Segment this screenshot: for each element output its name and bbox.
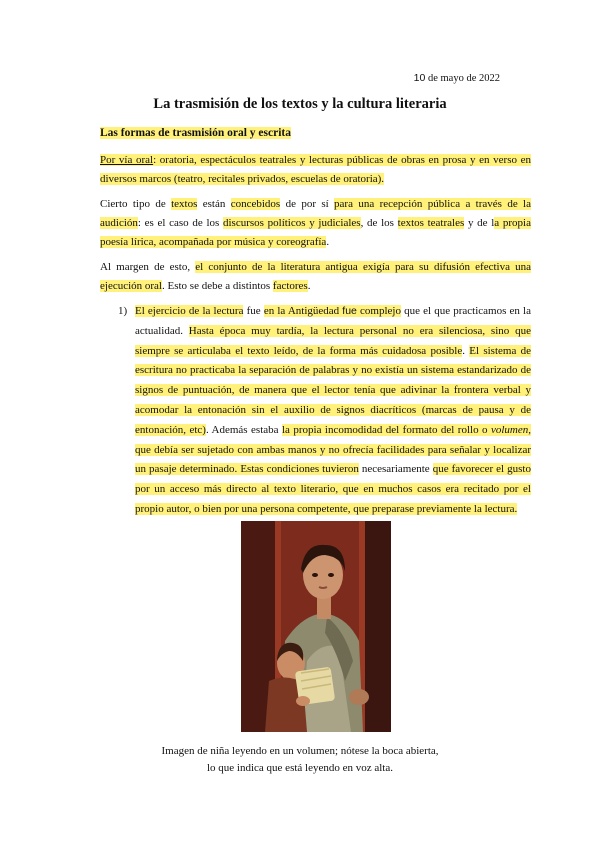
text-span: : es el caso de los <box>137 217 223 229</box>
highlight-span: concebidos <box>230 198 281 210</box>
text-span: , que debía ser sujetado con ambas manos y no ofrecía facilidades para señalar y localizar un pasaje determinado. Estas condiciones tuvieron <box>135 423 531 476</box>
document-title: La trasmisión de los textos y la cultura literaria <box>153 96 447 112</box>
section-heading <box>100 127 291 139</box>
text-span: Cierto tipo de <box>100 198 172 210</box>
text-span: fue <box>243 305 264 317</box>
highlight-span: para una recepción pública a través de la audición <box>100 198 531 229</box>
caption-line-2: lo que indica que está leyendo en voz alta. <box>206 762 393 774</box>
text-span: la propia incomodidad del formato del rollo o <box>281 423 491 436</box>
highlight-span <box>264 305 401 317</box>
text-span: complejo <box>356 305 401 317</box>
text-span: y de l <box>464 217 495 229</box>
figure-caption <box>0 743 600 777</box>
highlight-span: discursos políticos y judiciales <box>223 217 361 229</box>
fresco-image <box>241 521 391 732</box>
text-span: que el que practicamos en la actualidad. <box>135 305 531 337</box>
section-heading-text: Las formas de trasmisión oral y escrita <box>100 127 291 139</box>
text-span: . Además estaba <box>205 423 282 436</box>
highlight-span: el conjunto de la literatura antigua exigía para su difusión efectiva una ejecución oral <box>100 261 531 292</box>
list-item-number: 1) <box>118 305 128 317</box>
highlight-span: Hasta época muy tardía, la lectura personal no era silenciosa, sino que siempre se articulaba el texto leído, de la forma más cuidadosa posible <box>135 324 531 357</box>
oral-label: Por vía oral <box>100 154 154 166</box>
text-span: . Esto se debe a distintos <box>162 280 273 292</box>
text-span: están <box>197 198 231 210</box>
paragraph-texts <box>100 195 531 252</box>
paragraph-oral <box>100 151 531 189</box>
document-date <box>414 72 500 84</box>
text-span: fue <box>342 305 357 317</box>
fresco-painting-icon <box>241 521 391 732</box>
text-span: . <box>462 344 470 357</box>
text-span: Al margen de esto, <box>100 261 196 273</box>
text-span: de por sí <box>280 198 335 210</box>
paragraph-margin <box>100 258 531 296</box>
highlight-span: El ejercicio de la lectura <box>135 305 244 317</box>
text-span: en la Antigüedad <box>263 305 343 317</box>
oral-text: : oratoria, espectáculos teatrales y lecturas públicas de obras en prosa y en verso en diversos marcos (teatro, recitales privados, escuelas de oratoria). <box>100 154 532 185</box>
highlight-span: textos <box>171 198 198 210</box>
highlight-span: que favorecer el gusto por un acceso más directo al texto literario, que en muchos casos era recitado por el propio autor, o bien por una persona competente, que preparase previamente la lectura. <box>135 463 531 515</box>
highlight-span: textos teatrales <box>397 217 465 229</box>
caption-line-1: Imagen de niña leyendo en un volumen; nótese la boca abierta, <box>161 745 439 757</box>
text-span: . <box>307 280 311 292</box>
date-rest: de mayo de 2022 <box>427 73 500 84</box>
highlight-span: a propia poesía lírica, acompañada por música y coreografía <box>100 217 531 248</box>
text-span: . <box>326 236 330 248</box>
highlight-span: El sistema de escritura no practicaba la separación de palabras y no existía un sistema estandarizado de signos de puntuación, de manera que el lector tenía que adivinar la frontera verbal y acomodar la entonación sin el auxilio de signos diacríticos (marcas de pausa y de entonación, etc) <box>135 344 532 436</box>
highlight-span: factores <box>272 280 308 292</box>
text-span: volumen <box>490 423 529 436</box>
text-span: , de los <box>360 217 398 229</box>
date-day: 10 <box>413 72 426 84</box>
list-item-body <box>135 302 531 520</box>
text-span: necesariamente <box>358 463 433 476</box>
